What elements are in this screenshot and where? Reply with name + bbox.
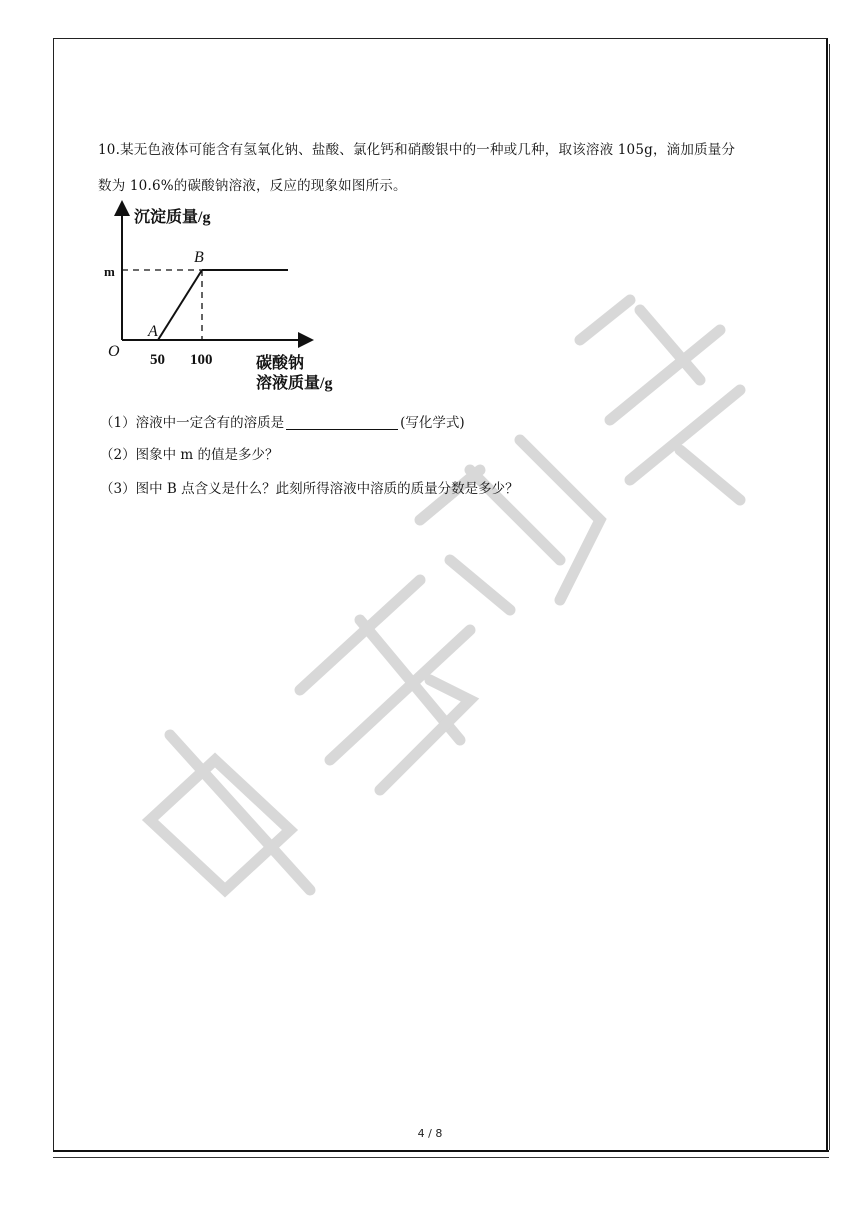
frame-bottom-rule [53, 1150, 829, 1152]
y-tick-m: m [104, 264, 115, 279]
sub-question-1-suffix: (写化学式) [400, 415, 465, 431]
frame-right-rule [829, 44, 830, 1150]
answer-blank[interactable] [286, 415, 398, 430]
page-bottom-rule [53, 1157, 829, 1158]
point-a-label: A [148, 323, 158, 340]
series-line-ab [158, 270, 202, 340]
question-line-1: 10.某无色液体可能含有氢氧化钠、盐酸、氯化钙和硝酸银中的一种或几种，取该溶液 105g，滴加质量分 [98, 142, 736, 158]
precipitate-chart [100, 198, 370, 394]
page-number: 4 / 8 [417, 1127, 443, 1140]
sub-question-1 [100, 411, 465, 431]
point-b-label: B [194, 249, 204, 266]
question-line-2: 数为 10.6%的碳酸钠溶液，反应的现象如图所示。 [98, 178, 407, 194]
sub-question-3: （3）图中 B 点含义是什么？此刻所得溶液中溶质的质量分数是多少？ [100, 481, 519, 497]
x-axis-label-line1: 碳酸钠 [256, 355, 305, 372]
x-tick-50: 50 [150, 352, 165, 368]
x-axis-label-line2: 溶液质量/g [256, 375, 333, 392]
x-tick-100: 100 [190, 352, 213, 368]
origin-label: O [108, 343, 120, 360]
sub-question-2: （2）图象中 m 的值是多少？ [100, 447, 279, 463]
y-axis-label: 沉淀质量/g [134, 209, 211, 226]
sub-question-1-prefix: （1）溶液中一定含有的溶质是 [100, 415, 285, 431]
